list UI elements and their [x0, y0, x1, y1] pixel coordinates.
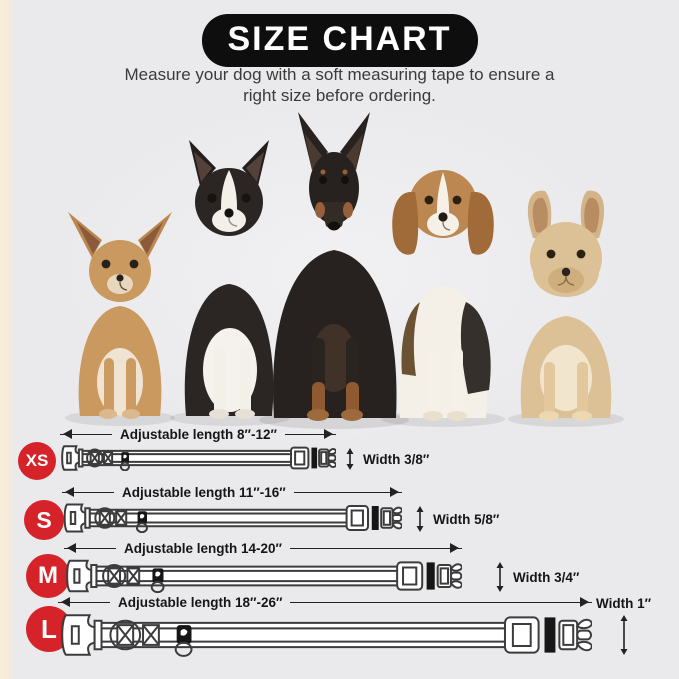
length-arrow-m: [64, 540, 462, 556]
size-badge-s: S: [24, 500, 64, 540]
length-label-xs: Adjustable length 8″-12″: [120, 426, 277, 442]
page-title: SIZE CHART: [202, 14, 478, 67]
subtitle: [0, 64, 679, 107]
width-arrow-s: [414, 506, 426, 532]
width-label-l: Width 1″: [596, 596, 652, 611]
french-bulldog-illustration: [521, 191, 611, 421]
length-label-l: Adjustable length 18″-26″: [118, 594, 283, 610]
size-row-l: [0, 594, 679, 670]
size-badge-l: L: [26, 606, 72, 652]
width-label-m: Width 3/4″: [513, 569, 580, 585]
collar-illustration-l: [58, 613, 592, 657]
length-arrow-xs: [60, 426, 336, 442]
chihuahua-illustration: [68, 212, 172, 419]
size-badge-xs: XS: [18, 442, 56, 480]
doberman-illustration: [273, 112, 396, 421]
size-badge-m: M: [26, 554, 70, 598]
dogs-lineup-illustration: [0, 106, 679, 432]
collar-illustration-xs: [60, 445, 336, 471]
subtitle-line2: right size before ordering.: [243, 86, 436, 106]
collar-illustration-m: [64, 559, 462, 593]
collar-illustration-s: [62, 503, 402, 533]
length-arrow-l: [58, 594, 592, 610]
length-label-m: Adjustable length 14-20″: [124, 540, 282, 556]
width-arrow-m: [494, 562, 506, 592]
size-row-xs: [0, 426, 679, 484]
width-label-s: Width 5/8″: [433, 511, 500, 527]
size-row-m: [0, 540, 679, 596]
boston-terrier-illustration: [185, 140, 274, 419]
size-row-s: [0, 484, 679, 540]
length-arrow-s: [62, 484, 402, 500]
beagle-illustration: [392, 170, 494, 421]
width-arrow-l: [618, 615, 630, 655]
width-arrow-xs: [344, 448, 356, 470]
width-label-xs: Width 3/8″: [363, 451, 430, 467]
length-label-s: Adjustable length 11″-16″: [122, 484, 286, 500]
subtitle-line1: Measure your dog with a soft measuring tape to ensure a: [124, 65, 555, 84]
